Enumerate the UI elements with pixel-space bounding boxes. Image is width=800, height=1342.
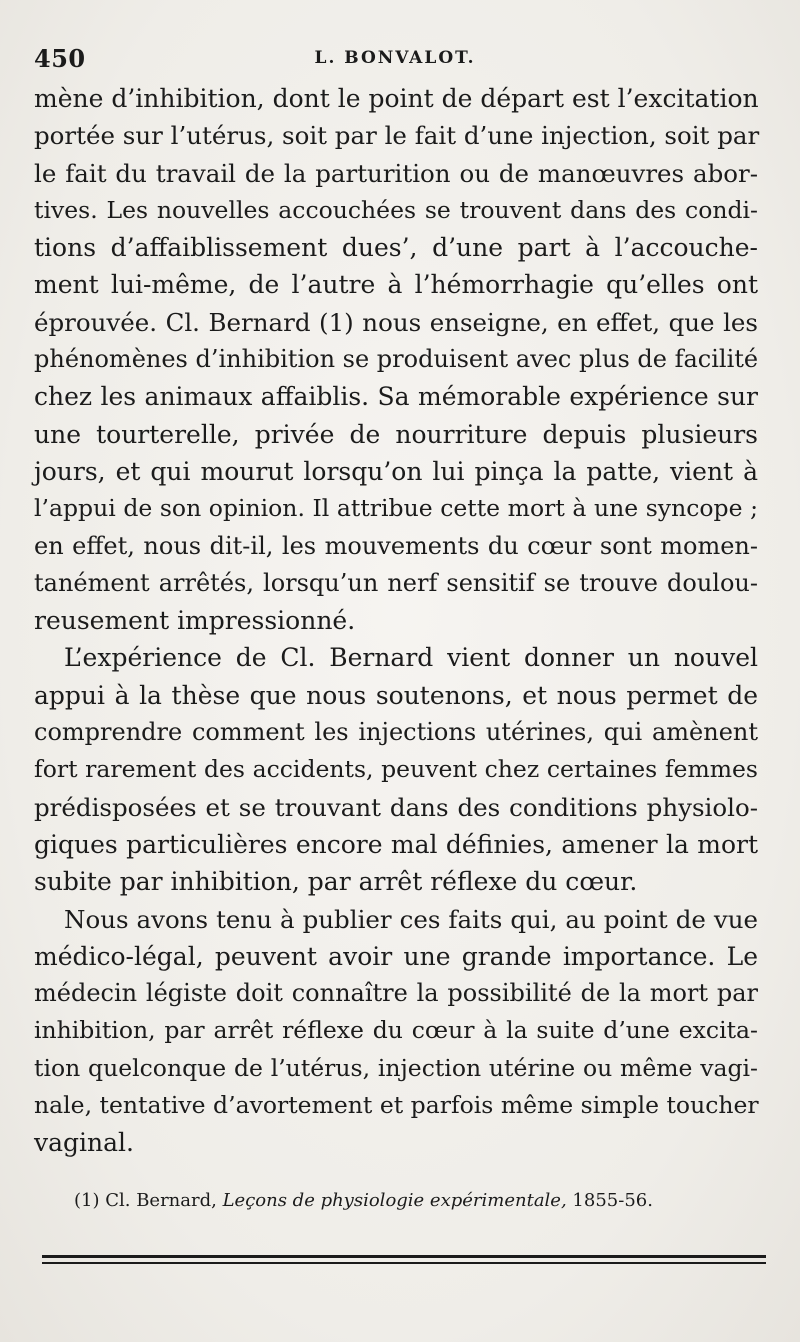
footnote [74, 1189, 774, 1213]
text-line: tanément arrêtés, lorsqu’un nerf sensitif se trouve doulou- [34, 568, 758, 597]
text-line: portée sur l’utérus, soit par le fait d’une injection, soit par [34, 121, 760, 151]
footnote-marker: (1) Cl. Bernard, [74, 1190, 217, 1211]
page-header [34, 44, 756, 74]
text-line: ment lui-même, de l’autre à l’hémorrhagie qu’elles ont [34, 270, 758, 300]
text-line: L’expérience de Cl. Bernard vient donner un nouvel [64, 643, 758, 673]
text-line: l’appui de son opinion. Il attribue cette mort à une syncope ; [34, 494, 758, 523]
text-line: éprouvée. Cl. Bernard (1) nous enseigne, en effet, que les [34, 307, 758, 337]
bottom-rule-thin [42, 1262, 766, 1264]
text-line: comprendre comment les injections utérines, qui amènent [34, 718, 758, 747]
text-line: reusement impressionné. [34, 606, 356, 636]
text-line: nale, tentative d’avortement et parfois même simple toucher [34, 1091, 759, 1120]
text-line: le fait du travail de la parturition ou de manœuvres abor- [34, 158, 758, 188]
page-number: 450 [34, 44, 86, 73]
text-line: prédisposées et se trouvant dans des conditions physiolo- [34, 792, 758, 822]
text-line: inhibition, par arrêt réflexe du cœur à la suite d’une excita- [34, 1016, 758, 1045]
text-line: médico-légal, peuvent avoir une grande importance. Le [34, 941, 758, 971]
text-line: en effet, nous dit-il, les mouvements du cœur sont momen- [34, 531, 758, 560]
text-line: vaginal. [34, 1128, 134, 1158]
text-line: une tourterelle, privée de nourriture depuis plusieurs [34, 419, 758, 449]
text-line: médecin légiste doit connaître la possibilité de la mort par [34, 979, 758, 1008]
text-line: tion quelconque de l’utérus, injection utérine ou même vagi- [34, 1053, 758, 1082]
text-line: tions d’affaiblissement dues’, d’une part à l’accouche- [34, 233, 758, 263]
text-line: subite par inhibition, par arrêt réflexe du cœur. [34, 867, 638, 897]
running-head: L. BONVALOT. [314, 48, 476, 68]
text-line: tives. Les nouvelles accouchées se trouvent dans des condi- [34, 195, 758, 224]
footnote-year: 1855-56. [572, 1190, 653, 1211]
text-line: fort rarement des accidents, peuvent chez certaines femmes [34, 755, 758, 784]
footnote-title: Leçons de physiologie expérimentale, [222, 1190, 567, 1211]
bottom-rule [42, 1255, 766, 1258]
text-line: Nous avons tenu à publier ces faits qui, au point de vue [64, 904, 758, 934]
text-line: giques particulières encore mal définies, amener la mort [34, 829, 758, 859]
body-text [34, 80, 758, 1162]
text-line: mène d’inhibition, dont le point de départ est l’excitation [34, 84, 759, 113]
text-line: appui à la thèse que nous soutenons, et nous permet de [34, 680, 758, 710]
text-line: phénomènes d’inhibition se produisent avec plus de facilité [34, 345, 759, 374]
text-line: chez les animaux affaiblis. Sa mémorable expérience sur [34, 382, 758, 412]
text-line: jours, et qui mourut lorsqu’on lui pinça la patte, vient à [34, 456, 758, 486]
